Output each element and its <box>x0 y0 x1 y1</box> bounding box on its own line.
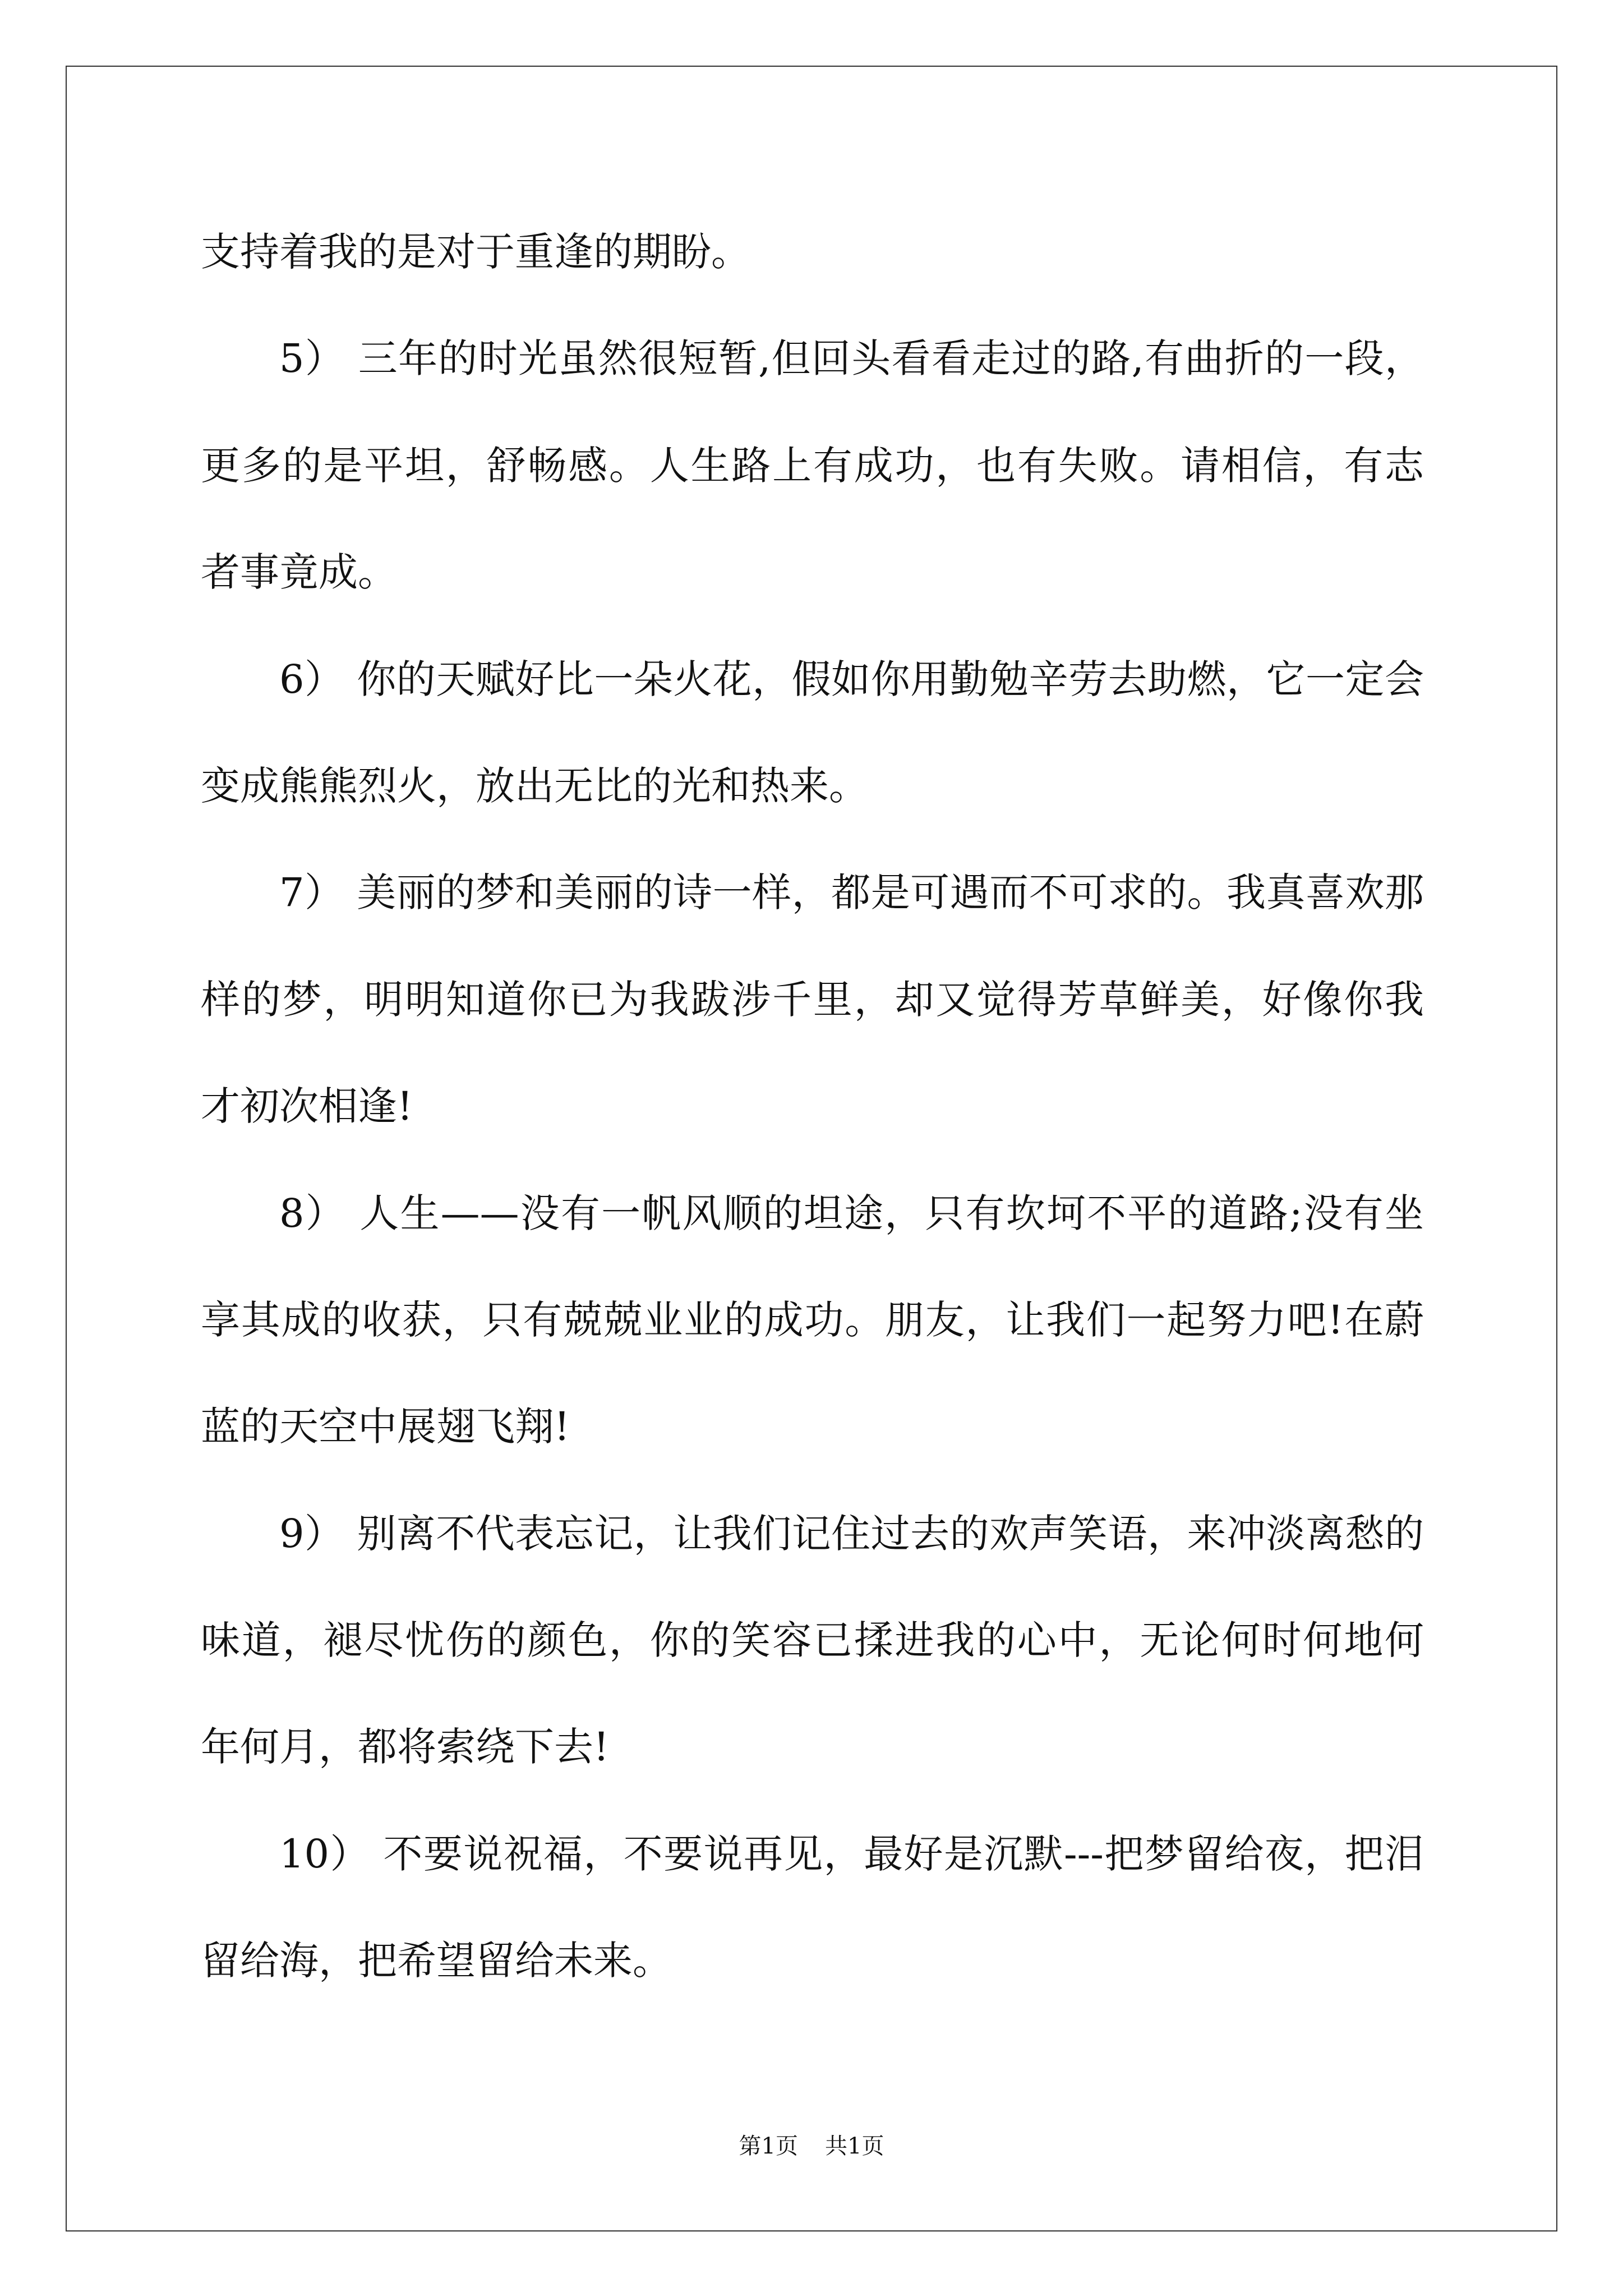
paragraph <box>201 1160 1424 1480</box>
paragraph-line: 8） 人生——没有一帆风顺的坦途，只有坎坷不平的道路;没有坐 <box>279 1190 1424 1236</box>
paragraph-line: 才初次相逢! <box>201 1083 413 1130</box>
paragraph-line: 样的梦，明明知道你已为我跋涉千里，却又觉得芳草鲜美，好像你我 <box>201 976 1424 1023</box>
paragraph-line: 支持着我的是对于重逢的期盼。 <box>201 229 750 275</box>
paragraph <box>201 1480 1424 1801</box>
page-footer <box>0 2131 1623 2162</box>
page-total: 共1页 <box>825 2133 884 2159</box>
paragraph-line: 6） 你的天赋好比一朵火花，假如你用勤勉辛劳去助燃，它一定会 <box>279 656 1424 702</box>
paragraph-line: 10） 不要说祝福，不要说再见，最好是沉默---把梦留给夜，把泪 <box>279 1830 1424 1877</box>
paragraph <box>201 199 1424 305</box>
paragraph-line: 留给海，把希望留给未来。 <box>201 1938 672 1984</box>
paragraph <box>201 305 1424 625</box>
paragraph-line: 7） 美丽的梦和美丽的诗一样，都是可遇而不可求的。我真喜欢那 <box>279 869 1424 916</box>
paragraph-line: 蓝的天空中展翅飞翔! <box>201 1404 570 1450</box>
paragraph-line: 更多的是平坦，舒畅感。人生路上有成功，也有失败。请相信，有志 <box>201 442 1424 489</box>
page-number: 第1页 <box>739 2133 798 2159</box>
paragraph <box>201 839 1424 1159</box>
document-body <box>201 199 1424 2014</box>
paragraph-line: 5） 三年的时光虽然很短暂,但回头看看走过的路,有曲折的一段， <box>279 335 1424 382</box>
paragraph-line: 年何月，都将索绕下去! <box>201 1724 610 1770</box>
paragraph-line: 者事竟成。 <box>201 549 397 596</box>
paragraph <box>201 1801 1424 2014</box>
paragraph-line: 享其成的收获，只有兢兢业业的成功。朋友，让我们一起努力吧!在蔚 <box>201 1296 1424 1343</box>
paragraph-line: 9） 别离不代表忘记，让我们记住过去的欢声笑语，来冲淡离愁的 <box>279 1510 1424 1557</box>
paragraph-line: 变成熊熊烈火，放出无比的光和热来。 <box>201 762 868 809</box>
paragraph-line: 味道，褪尽忧伤的颜色，你的笑容已揉进我的心中，无论何时何地何 <box>201 1617 1424 1664</box>
paragraph <box>201 626 1424 840</box>
